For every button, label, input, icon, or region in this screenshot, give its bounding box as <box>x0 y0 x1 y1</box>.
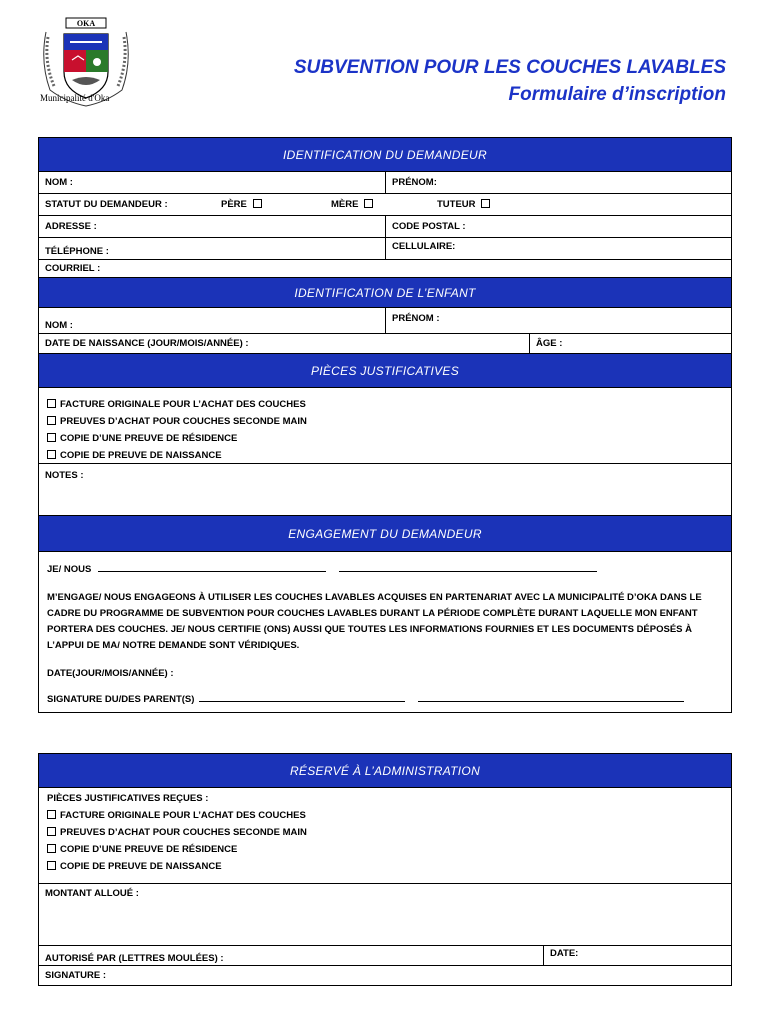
email-field[interactable] <box>39 260 731 277</box>
applicant-form <box>38 137 732 713</box>
applicant-status-row <box>39 194 731 216</box>
admin-date-field[interactable] <box>543 946 731 965</box>
document-item[interactable] <box>47 447 723 464</box>
age-label: ÂGE : <box>536 338 563 349</box>
applicant-email-row <box>39 260 731 278</box>
postal-code-field[interactable] <box>385 216 731 237</box>
engagement-date-label: DATE(JOUR/MOIS/ANNÉE) : <box>47 668 174 679</box>
admin-received-label: PIÈCES JUSTIFICATIVES REÇUES : <box>47 793 209 804</box>
birth-date-field[interactable] <box>39 334 529 353</box>
child-name-row <box>39 308 731 334</box>
signature-line-2[interactable] <box>418 693 684 702</box>
email-label: COURRIEL : <box>45 263 101 274</box>
applicant-first-name-field[interactable] <box>385 172 731 193</box>
admin-document-item[interactable] <box>47 807 723 824</box>
notes-label: NOTES : <box>45 470 84 481</box>
status-label: STATUT DU DEMANDEUR : <box>45 199 168 210</box>
document-checkbox[interactable] <box>47 399 56 408</box>
admin-document-checkbox[interactable] <box>47 861 56 870</box>
engagement-section <box>39 552 731 712</box>
status-mother-option[interactable] <box>331 199 437 210</box>
section-header-documents: PIÈCES JUSTIFICATIVES <box>39 354 731 388</box>
applicant-name-row <box>39 172 731 194</box>
admin-document-checkbox[interactable] <box>47 844 56 853</box>
admin-document-item[interactable] <box>47 841 723 858</box>
status-father-option[interactable] <box>221 199 331 210</box>
document-item-label: COPIE D’UNE PREUVE DE RÉSIDENCE <box>60 433 238 444</box>
document-item-label: COPIE DE PREUVE DE NAISSANCE <box>60 450 222 461</box>
mother-label: MÈRE <box>331 199 359 210</box>
section-header-child: IDENTIFICATION DE L’ENFANT <box>39 278 731 308</box>
section-header-applicant: IDENTIFICATION DU DEMANDEUR <box>39 138 731 172</box>
child-last-name-field[interactable] <box>39 308 385 333</box>
document-item[interactable] <box>47 396 723 413</box>
admin-date-label: DATE: <box>550 948 579 959</box>
form-title: SUBVENTION POUR LES COUCHES LAVABLES <box>293 57 726 78</box>
form-subtitle: Formulaire d’inscription <box>508 84 726 105</box>
birth-date-label: DATE DE NAISSANCE (JOUR/MOIS/ANNÉE) : <box>45 338 249 349</box>
guardian-checkbox[interactable] <box>481 199 490 208</box>
document-item-label: FACTURE ORIGINALE POUR L’ACHAT DES COUCHES <box>60 399 306 410</box>
document-checkbox[interactable] <box>47 450 56 459</box>
section-header-admin: RÉSERVÉ À L’ADMINISTRATION <box>39 754 731 788</box>
address-label: ADRESSE : <box>45 221 97 232</box>
child-first-name-field[interactable] <box>385 308 731 333</box>
admin-signature-field[interactable] <box>39 966 731 985</box>
admin-document-label: COPIE D’UNE PREUVE DE RÉSIDENCE <box>60 844 238 855</box>
notes-field[interactable] <box>39 464 731 516</box>
authorized-by-field[interactable] <box>39 946 543 965</box>
phone-label: TÉLÉPHONE : <box>45 246 109 257</box>
document-item[interactable] <box>47 413 723 430</box>
authorized-by-label: AUTORISÉ PAR (LETTRES MOULÉES) : <box>45 953 224 964</box>
name-line-1[interactable] <box>98 563 326 572</box>
address-field[interactable] <box>39 216 385 237</box>
applicant-address-row <box>39 216 731 238</box>
admin-document-label: PREUVES D’ACHAT POUR COUCHES SECONDE MAIN <box>60 827 307 838</box>
mother-checkbox[interactable] <box>364 199 373 208</box>
admin-document-label: COPIE DE PREUVE DE NAISSANCE <box>60 861 222 872</box>
father-checkbox[interactable] <box>253 199 262 208</box>
authorized-row <box>39 946 731 966</box>
child-last-name-label: NOM : <box>45 320 73 331</box>
guardian-label: TUTEUR <box>437 199 476 210</box>
je-nous-label: JE/ NOUS <box>47 564 92 575</box>
document-item-label: PREUVES D’ACHAT POUR COUCHES SECONDE MAIN <box>60 416 307 427</box>
father-label: PÈRE <box>221 199 247 210</box>
status-guardian-option[interactable] <box>437 199 494 210</box>
applicant-last-name-label: NOM : <box>45 177 73 188</box>
signature-label: SIGNATURE DU/DES PARENT(S) <box>47 694 195 705</box>
document-checkbox[interactable] <box>47 433 56 442</box>
admin-documents <box>39 788 731 884</box>
admin-document-item[interactable] <box>47 824 723 841</box>
child-first-name-label: PRÉNOM : <box>392 313 440 324</box>
phone-field[interactable] <box>39 238 385 259</box>
logo-banner-text: OKA <box>76 19 96 28</box>
admin-document-label: FACTURE ORIGINALE POUR L’ACHAT DES COUCHES <box>60 810 306 821</box>
logo-caption: Municipalité d'Oka <box>40 93 110 103</box>
applicant-phone-row <box>39 238 731 260</box>
document-checkbox[interactable] <box>47 416 56 425</box>
admin-signature-label: SIGNATURE : <box>45 970 107 981</box>
section-header-engagement: ENGAGEMENT DU DEMANDEUR <box>39 516 731 552</box>
amount-label: MONTANT ALLOUÉ : <box>45 888 139 899</box>
engagement-paragraph: M’ENGAGE/ NOUS ENGAGEONS À UTILISER LES COUCHES LAVABLES ACQUISES EN PARTENARIAT AVEC LA MUNICIPALITÉ D’OKA DANS LE CADRE DU PROGRAMME DE SUBVENTION POUR COUCHES LAVABLES DURANT LA PÉRIODE COMPLÈTE DURANT LAQUELLE MON ENFANT PORTERA DES COUCHES. JE/ NOUS CERTIFIE (ONS) AUSSI QUE TOUTES LES INFORMATIONS FOURNIES ET LES DOCUMENTS DÉPOSÉS À L’APPUI DE MA/ NOTRE DEMANDE SONT VÉRIDIQUES. <box>47 592 702 651</box>
admin-document-checkbox[interactable] <box>47 810 56 819</box>
cellphone-field[interactable] <box>385 238 731 259</box>
applicant-last-name-field[interactable] <box>39 172 385 193</box>
signature-line-1[interactable] <box>199 693 405 702</box>
amount-field[interactable] <box>39 884 731 946</box>
child-birth-row <box>39 334 731 354</box>
postal-code-label: CODE POSTAL : <box>392 221 466 232</box>
admin-form <box>38 753 732 986</box>
admin-document-item[interactable] <box>47 858 723 875</box>
document-item[interactable] <box>47 430 723 447</box>
admin-document-checkbox[interactable] <box>47 827 56 836</box>
name-line-2[interactable] <box>339 563 597 572</box>
applicant-first-name-label: PRÉNOM: <box>392 177 437 188</box>
age-field[interactable] <box>529 334 731 353</box>
cellphone-label: CELLULAIRE: <box>392 241 456 252</box>
documents-list <box>39 388 731 464</box>
